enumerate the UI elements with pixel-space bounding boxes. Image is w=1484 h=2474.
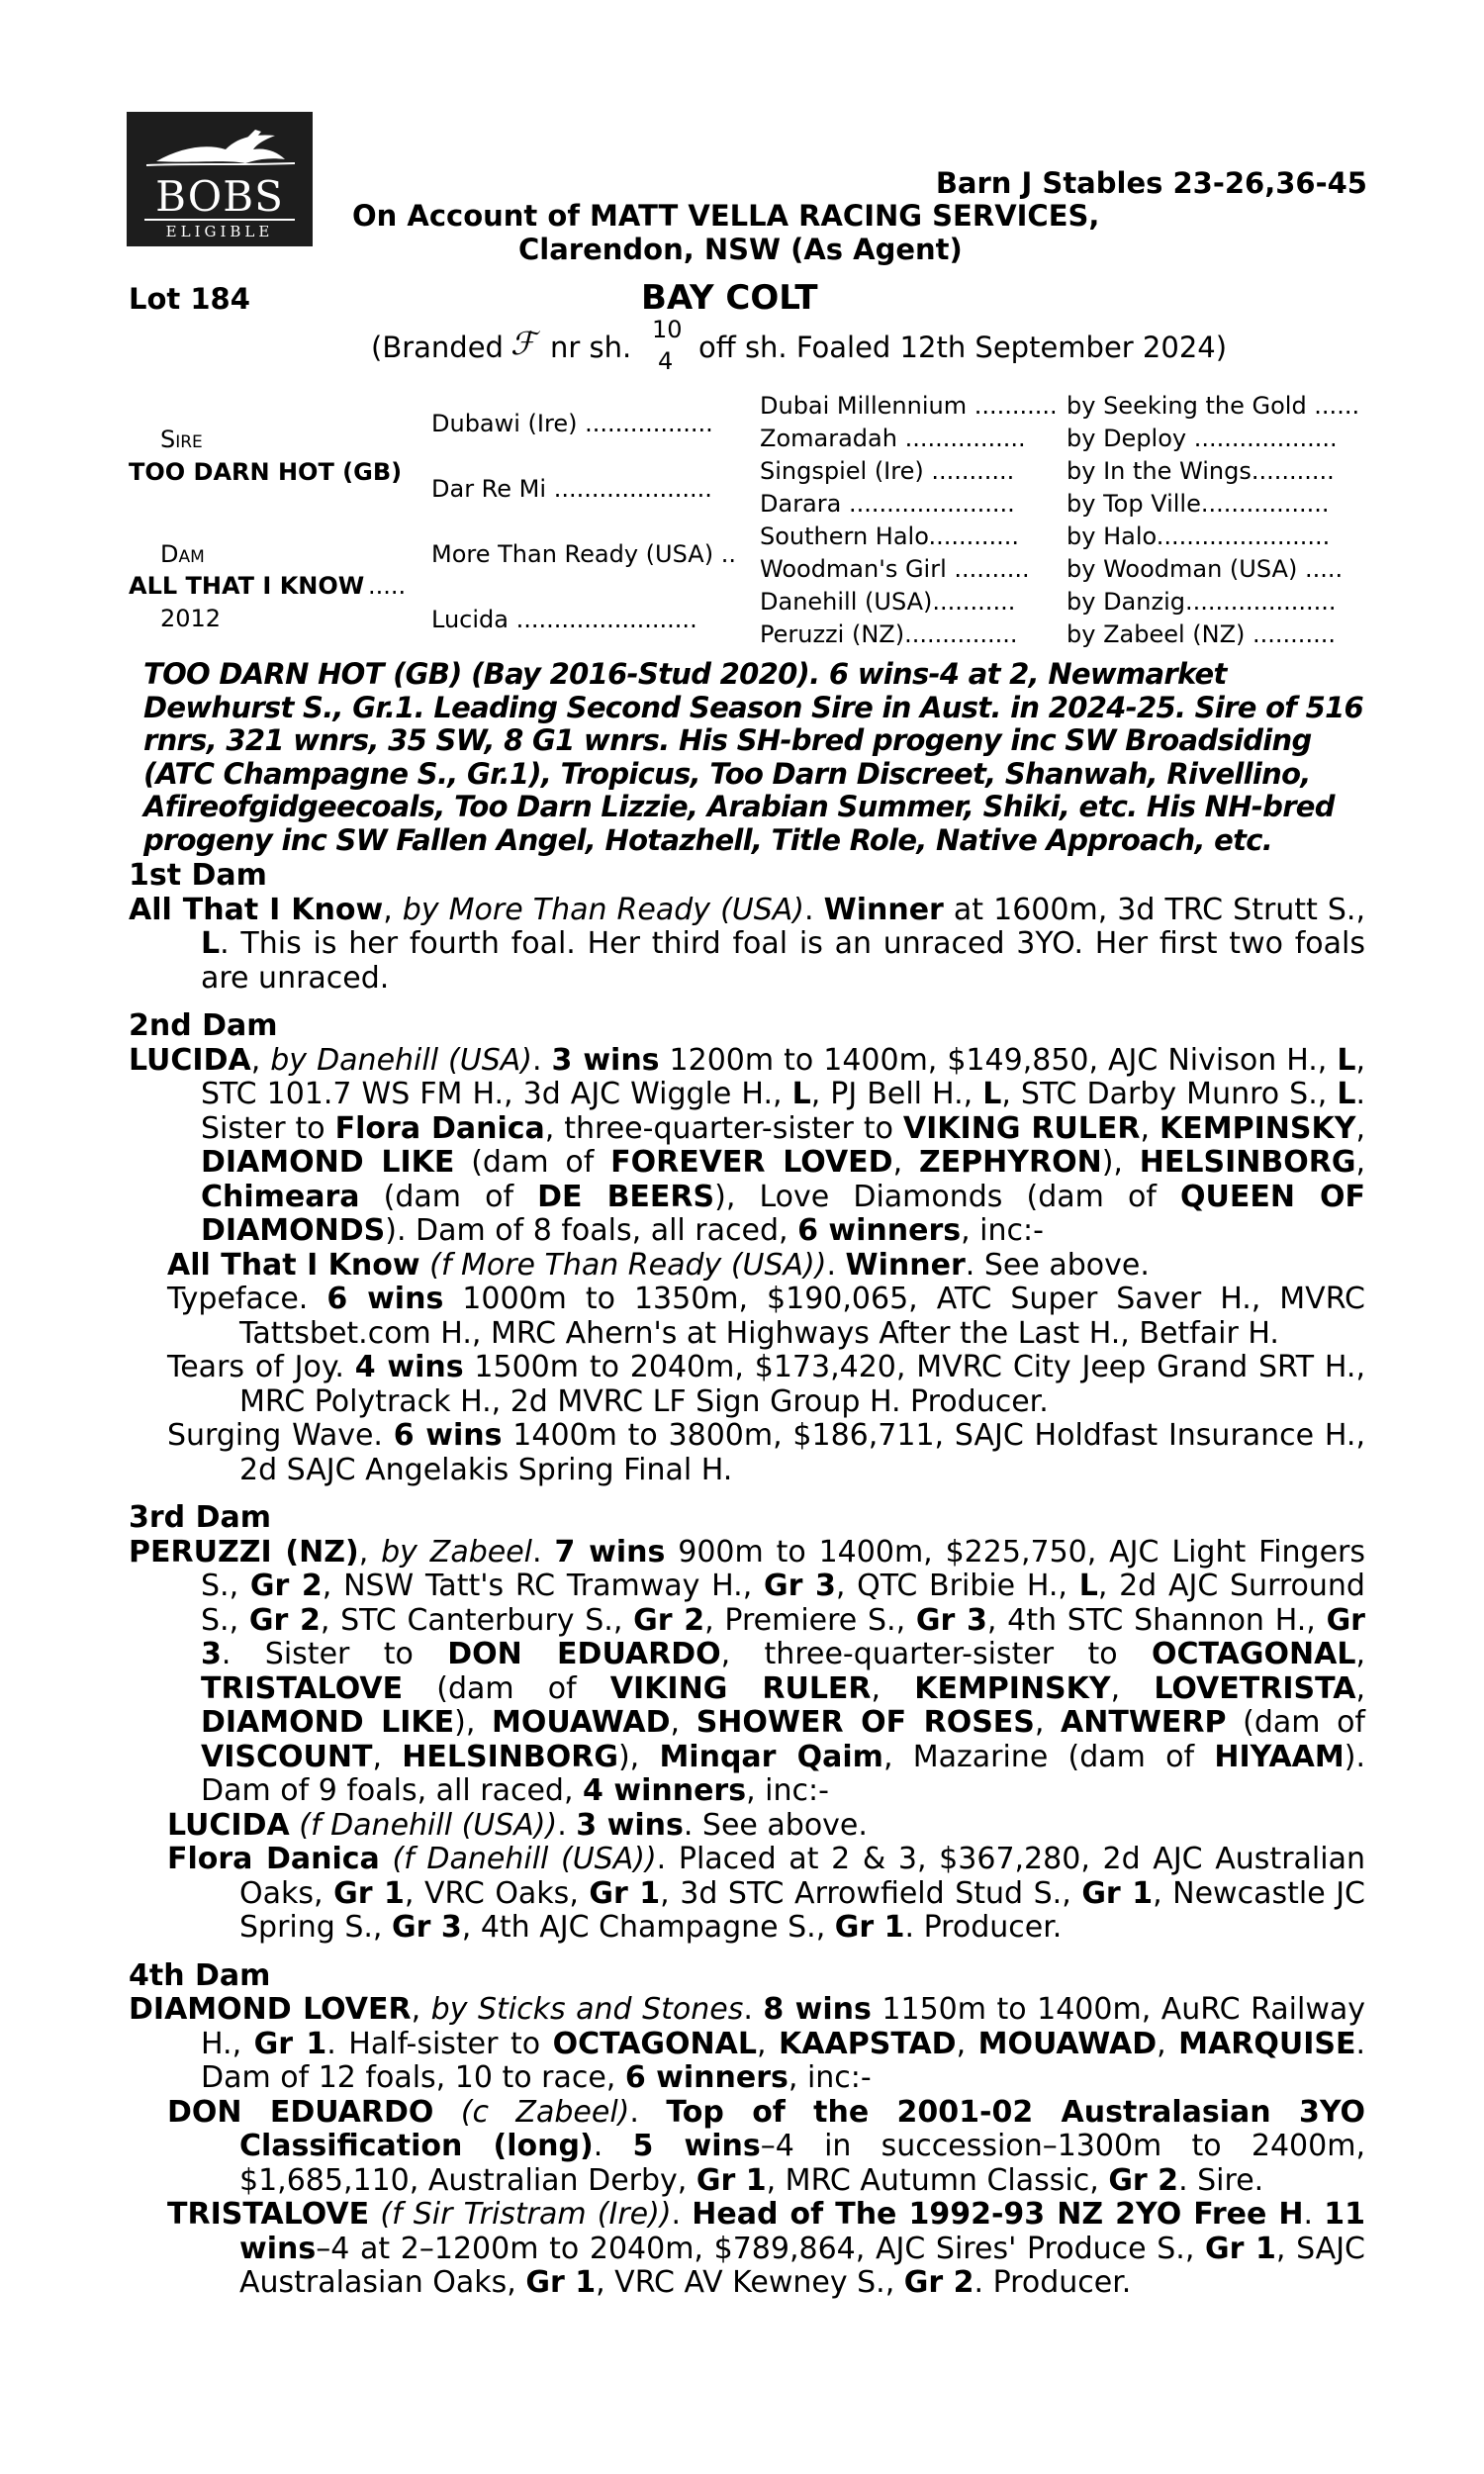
brand-glyph: ℱ xyxy=(510,325,536,362)
account-line-1: On Account of MATT VELLA RACING SERVICES, xyxy=(352,199,1100,233)
sire-summary: TOO DARN HOT (GB) (Bay 2016-Stud 2020). 6 wins-4 at 2, Newmarket Dewhurst S., Gr.1. Leading Second Season Sire in Aust. in 2024-25. Sire of 516 rnrs, 321 wnrs, 35 SW, 8 G1 wnrs. His SH-bred progeny inc SW Broadsiding (ATC Champagne S., Gr.1), Tropicus, Too Darn Discreet, Shanwah, Rivellino, Afireofgidgeecoals, Too Darn Lizzie, Arabian Summer, Shiki, etc. His NH-bred progeny inc SW Fallen Angel, Hotazhell, Title Role, Native Approach, etc. xyxy=(143,657,1364,857)
brand-pre: (Branded xyxy=(371,331,504,364)
progeny-all-that-i-know: All That I Know (f More Than Ready (USA)). Winner. See above. xyxy=(167,1247,1150,1283)
g3-by-6: by Danzig.................... xyxy=(1067,588,1337,616)
logo-sub: ELIGIBLE xyxy=(144,219,295,242)
lot-number: Lot 184 xyxy=(129,282,250,316)
g3-name-3: Darara ...................... xyxy=(760,490,1015,518)
brand-post: off sh. Foaled 12th September 2024) xyxy=(698,331,1228,364)
first-dam-entry: All That I Know, by More Than Ready (USA). Winner at 1600m, 3d TRC Strutt S., L. This is her fourth foal. Her third foal is an unraced 3YO. Her first two foals are unraced. xyxy=(129,892,1366,996)
third-dam-heading: 3rd Dam xyxy=(129,1500,271,1535)
progeny-tristalove: TRISTALOVE (f Sir Tristram (Ire)). Head of The 1992-93 NZ 2YO Free H. 11 wins–4 at 2–1200m to 2040m, $789,864, AJC Sires' Produce S., Gr 1, SAJC Australasian Oaks, Gr 1, VRC AV Kewney S., Gr 2. Producer. xyxy=(167,2197,1365,2300)
fourth-dam-heading: 4th Dam xyxy=(129,1957,271,1993)
brand-mid: nr sh. xyxy=(550,331,632,364)
g3-by-2: by In the Wings........... xyxy=(1067,457,1335,485)
g2-dam-sire: More Than Ready (USA) .. xyxy=(431,540,736,568)
g3-name-4: Southern Halo............ xyxy=(760,523,1020,550)
second-dam-heading: 2nd Dam xyxy=(129,1008,278,1043)
progeny-flora-danica: Flora Danica (f Danehill (USA)). Placed at 2 & 3, $367,280, 2d AJC Australian Oaks, Gr 1, VRC Oaks, Gr 1, 3d STC Arrowfield Stud S., Gr 1, Newcastle JC Spring S., Gr 3, 4th AJC Champagne S., Gr 1. Producer. xyxy=(167,1842,1366,1945)
g3-by-3: by Top Ville................. xyxy=(1067,490,1330,518)
g3-by-0: by Seeking the Gold ...... xyxy=(1067,392,1360,420)
bobs-eligible-logo xyxy=(127,112,313,246)
fourth-dam-entry: DIAMOND LOVER, by Sticks and Stones. 8 wins 1150m to 1400m, AuRC Railway H., Gr 1. Half-sister to OCTAGONAL, KAAPSTAD, MOUAWAD, MARQUISE. Dam of 12 foals, 10 to race, 6 winners, inc:- xyxy=(129,1992,1366,2095)
g2-dam-dam: Lucida ........................ xyxy=(431,606,697,633)
brand-numerator: 10 xyxy=(652,316,683,343)
g3-name-5: Woodman's Girl .......... xyxy=(760,555,1030,583)
progeny-surging-wave: Surging Wave. 6 wins 1400m to 3800m, $186,711, SAJC Holdfast Insurance H., 2d SAJC Angelakis Spring Final H. xyxy=(167,1418,1366,1487)
barn-location: Barn J Stables 23-26,36-45 xyxy=(935,166,1367,200)
g3-by-7: by Zabeel (NZ) ........... xyxy=(1067,620,1336,648)
progeny-tears-of-joy: Tears of Joy. 4 wins 1500m to 2040m, $173,420, MVRC City Jeep Grand SRT H., MRC Polytrack H., 2d MVRC LF Sign Group H. Producer. xyxy=(167,1350,1365,1419)
pedigree-body xyxy=(129,859,1365,2301)
third-dam-entry: PERUZZI (NZ), by Zabeel. 7 wins 900m to 1400m, $225,750, AJC Light Fingers S., Gr 2, NSW Tatt's RC Tramway H., Gr 3, QTC Bribie H., L, 2d AJC Surround S., Gr 2, STC Canterbury S., Gr 2, Premiere S., Gr 3, 4th STC Shannon H., Gr 3. Sister to DON EDUARDO, three-quarter-sister to OCTAGONAL, TRISTALOVE (dam of VIKING RULER, KEMPINSKY, LOVETRISTA, DIAMOND LIKE), MOUAWAD, SHOWER OF ROSES, ANTWERP (dam of VISCOUNT, HELSINBORG), Minqar Qaim, Mazarine (dam of HIYAAM). Dam of 9 foals, all raced, 4 winners, inc:- xyxy=(129,1534,1366,1808)
progeny-typeface: Typeface. 6 wins 1000m to 1350m, $190,065, ATC Super Saver H., MVRC Tattsbet.com H., MRC Ahern's at Highways After the Last H., Betfair H. xyxy=(167,1282,1365,1351)
lot-title: BAY COLT xyxy=(641,278,818,318)
g3-name-7: Peruzzi (NZ)............... xyxy=(760,620,1018,648)
logo-name: BOBS xyxy=(155,172,284,221)
sire-label: Sire xyxy=(160,426,203,453)
brand-denominator: 4 xyxy=(658,347,674,375)
g3-name-6: Danehill (USA)........... xyxy=(760,588,1016,616)
g2-sire-dam: Dar Re Mi ..................... xyxy=(431,475,712,503)
dam-year: 2012 xyxy=(160,605,222,632)
g2-sire-sire: Dubawi (Ire) ................. xyxy=(431,410,713,437)
progeny-don-eduardo: DON EDUARDO (c Zabeel). Top of the 2001-02 Australasian 3YO Classification (long). 5 wins–4 in succession–1300m to 2400m, $1,685,110, Australian Derby, Gr 1, MRC Autumn Classic, Gr 2. Sire. xyxy=(167,2094,1365,2198)
second-dam-entry: LUCIDA, by Danehill (USA). 3 wins 1200m to 1400m, $149,850, AJC Nivison H., L, STC 101.7 WS FM H., 3d AJC Wiggle H., L, PJ Bell H., L, STC Darby Munro S., L. Sister to Flora Danica, three-quarter-sister to VIKING RULER, KEMPINSKY, DIAMOND LIKE (dam of FOREVER LOVED, ZEPHYRON), HELSINBORG, Chimeara (dam of DE BEERS), Love Diamonds (dam of QUEEN OF DIAMONDS). Dam of 8 foals, all raced, 6 winners, inc:- xyxy=(129,1042,1366,1248)
g3-by-4: by Halo....................... xyxy=(1067,523,1331,550)
horse-racing-icon xyxy=(127,120,313,179)
dam-name: ALL THAT I KNOW xyxy=(129,572,365,600)
progeny-lucida: LUCIDA (f Danehill (USA)). 3 wins. See above. xyxy=(167,1807,868,1843)
first-dam-heading: 1st Dam xyxy=(129,858,267,893)
g3-name-1: Zomaradah ................ xyxy=(760,425,1026,452)
g3-by-1: by Deploy ................... xyxy=(1067,425,1338,452)
account-line-2: Clarendon, NSW (As Agent) xyxy=(518,233,963,266)
dam-dots: ..... xyxy=(368,572,407,600)
dam-label: Dam xyxy=(160,540,205,568)
g3-name-0: Dubai Millennium ........... xyxy=(760,392,1058,420)
sire-name: TOO DARN HOT (GB) xyxy=(129,458,403,486)
g3-by-5: by Woodman (USA) ..... xyxy=(1067,555,1344,583)
g3-name-2: Singspiel (Ire) ........... xyxy=(760,457,1015,485)
